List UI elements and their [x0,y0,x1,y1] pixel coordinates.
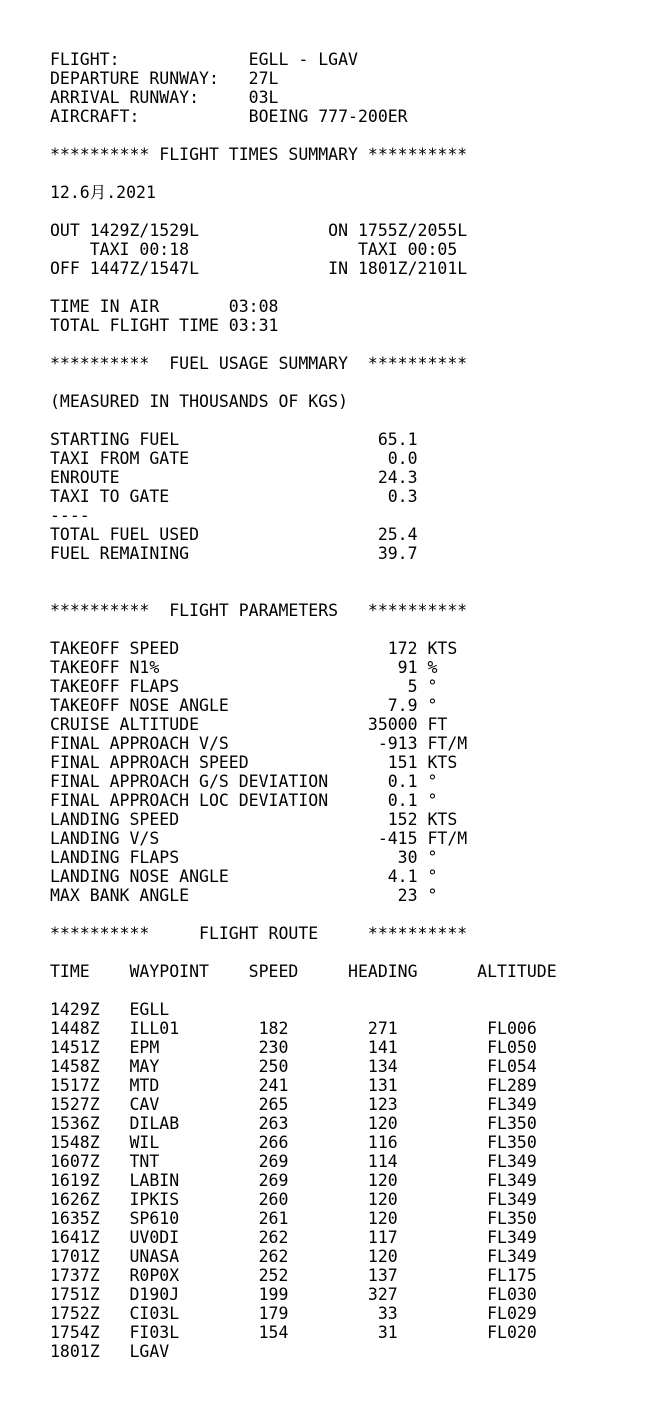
report-line-aircraft: AIRCRAFT: BOEING 777-200ER [50,107,408,126]
report-line-time-in-air: TIME IN AIR 03:08 [50,297,279,316]
report-line-taxi-to-gate: TAXI TO GATE 0.3 [50,487,418,506]
route-row: 1626Z IPKIS 260 120 FL349 [50,1190,537,1209]
route-row: 1701Z UNASA 262 120 FL349 [50,1247,537,1266]
report-line-enroute: ENROUTE 24.3 [50,468,418,487]
route-row: 1754Z FI03L 154 31 FL020 [50,1323,537,1342]
section-header-fuel-usage: ********** FUEL USAGE SUMMARY ********** [50,354,468,373]
report-line-total-flight-time: TOTAL FLIGHT TIME 03:31 [50,316,279,335]
route-row: 1536Z DILAB 263 120 FL350 [50,1114,537,1133]
report-line-flight: FLIGHT: EGLL - LGAV [50,50,358,69]
report-line-starting-fuel: STARTING FUEL 65.1 [50,430,418,449]
route-row: 1429Z EGLL [50,1000,170,1019]
report-line-taxi-from-gate: TAXI FROM GATE 0.0 [50,449,418,468]
route-row: 1635Z SP610 261 120 FL350 [50,1209,537,1228]
report-line-arrival-runway: ARRIVAL RUNWAY: 03L [50,88,279,107]
param-line: FINAL APPROACH V/S -913 FT/M [50,734,468,753]
param-line: CRUISE ALTITUDE 35000 FT [50,715,448,734]
param-line: MAX BANK ANGLE 23 ° [50,886,438,905]
route-row: 1458Z MAY 250 134 FL054 [50,1057,537,1076]
route-row: 1641Z UV0DI 262 117 FL349 [50,1228,537,1247]
param-line: TAKEOFF NOSE ANGLE 7.9 ° [50,696,438,715]
report-line-fuel-remaining: FUEL REMAINING 39.7 [50,544,418,563]
param-line: LANDING NOSE ANGLE 4.1 ° [50,867,438,886]
report-line-out-on: OUT 1429Z/1529L ON 1755Z/2055L [50,221,468,240]
param-line: LANDING FLAPS 30 ° [50,848,438,867]
report-line-departure-runway: DEPARTURE RUNWAY: 27L [50,69,279,88]
route-row: 1607Z TNT 269 114 FL349 [50,1152,537,1171]
report-line-separator: ---- [50,506,90,525]
param-line: FINAL APPROACH SPEED 151 KTS [50,753,458,772]
param-line: LANDING V/S -415 FT/M [50,829,468,848]
report-line-fuel-units: (MEASURED IN THOUSANDS OF KGS) [50,392,349,411]
section-header-flight-times: ********** FLIGHT TIMES SUMMARY ********** [50,145,468,164]
route-row: 1801Z LGAV [50,1342,170,1361]
route-row: 1517Z MTD 241 131 FL289 [50,1076,537,1095]
param-line: FINAL APPROACH G/S DEVIATION 0.1 ° [50,772,438,791]
param-line: TAKEOFF SPEED 172 KTS [50,639,458,658]
route-row: 1751Z D190J 199 327 FL030 [50,1285,537,1304]
route-row: 1752Z CI03L 179 33 FL029 [50,1304,537,1323]
route-row: 1619Z LABIN 269 120 FL349 [50,1171,537,1190]
report-line-total-fuel-used: TOTAL FUEL USED 25.4 [50,525,418,544]
param-line: LANDING SPEED 152 KTS [50,810,458,829]
route-row: 1448Z ILL01 182 271 FL006 [50,1019,537,1038]
report-line-off-in: OFF 1447Z/1547L IN 1801Z/2101L [50,259,468,278]
param-line: TAKEOFF FLAPS 5 ° [50,677,438,696]
route-row: 1527Z CAV 265 123 FL349 [50,1095,537,1114]
section-header-flight-parameters: ********** FLIGHT PARAMETERS ********** [50,601,468,620]
report-line-date: 12.6月.2021 [50,183,156,202]
param-line: TAKEOFF N1% 91 % [50,658,438,677]
param-line: FINAL APPROACH LOC DEVIATION 0.1 ° [50,791,438,810]
route-row: 1548Z WIL 266 116 FL350 [50,1133,537,1152]
report-line-taxi-times: TAXI 00:18 TAXI 00:05 [50,240,458,259]
route-table-header: TIME WAYPOINT SPEED HEADING ALTITUDE [50,962,557,981]
route-row: 1451Z EPM 230 141 FL050 [50,1038,537,1057]
route-row: 1737Z R0P0X 252 137 FL175 [50,1266,537,1285]
section-header-flight-route: ********** FLIGHT ROUTE ********** [50,924,468,943]
